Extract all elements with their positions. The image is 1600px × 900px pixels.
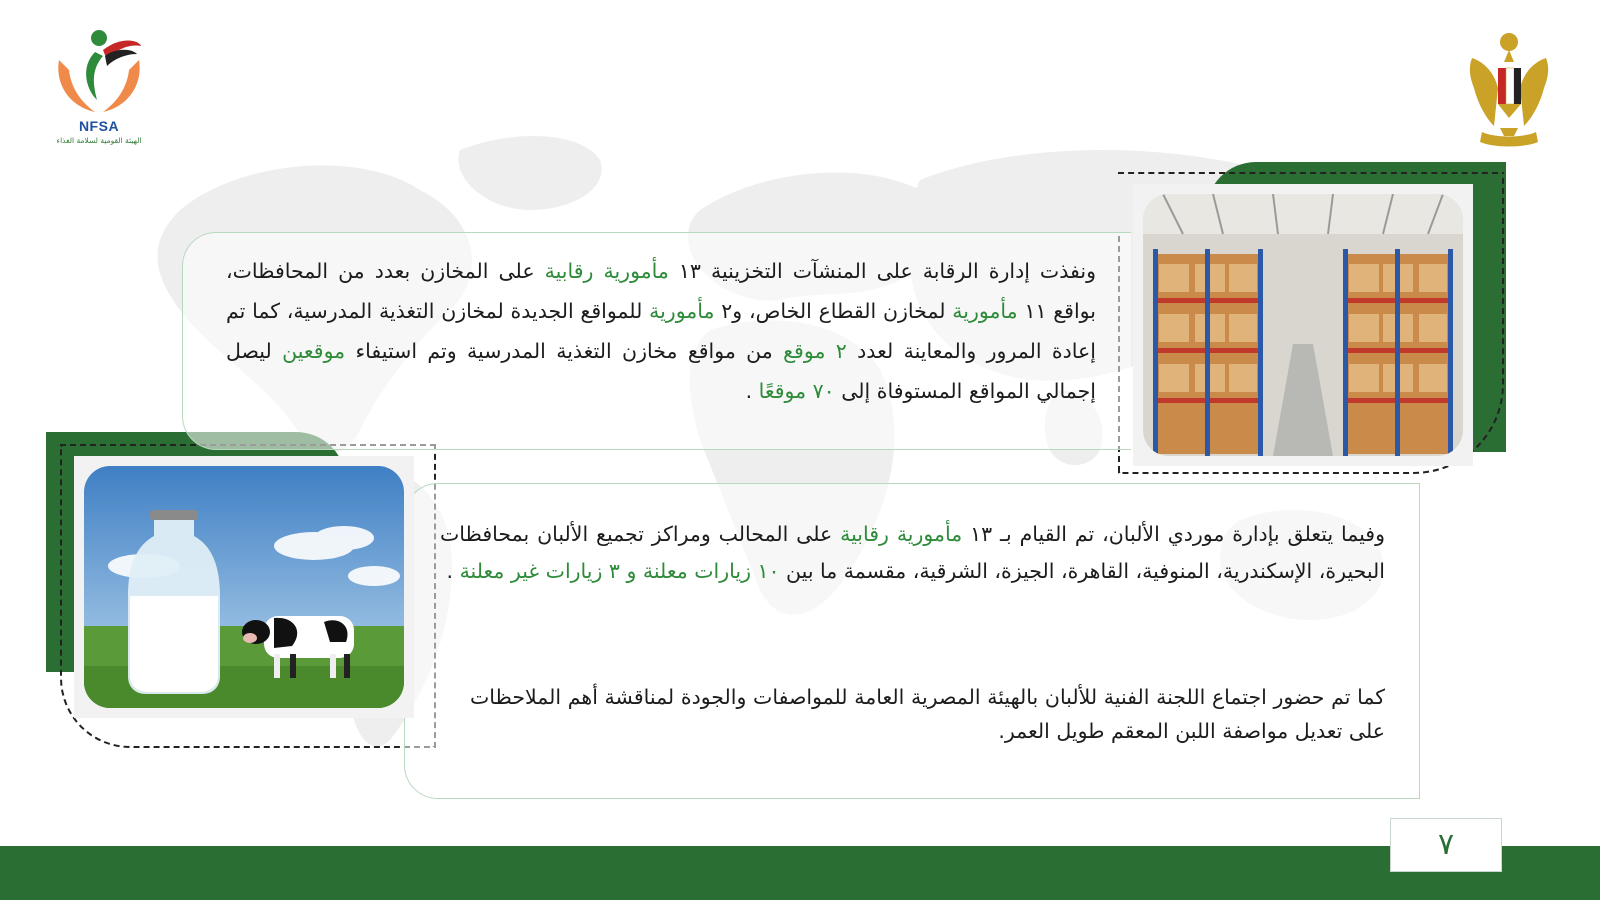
nfsa-logo: [44, 26, 154, 158]
egypt-emblem: [1464, 28, 1554, 148]
milk-cow-photo-frame: [74, 456, 414, 718]
text-run: .: [745, 379, 759, 403]
text-run: من مواقع مخازن التغذية المدرسية وتم استيفاء: [345, 339, 784, 363]
highlighted-phrase: مأمورية: [649, 299, 715, 323]
text-run: ليصل إجمالي المواقع المستوفاة إلى: [226, 339, 1096, 403]
dashed-frame-top-edge: [1118, 172, 1498, 174]
text-run: وفيما يتعلق بإدارة موردي الألبان، تم القيام بـ ١٣: [962, 522, 1385, 546]
page-number: ٧: [1390, 818, 1502, 872]
nfsa-logo-name: NFSA: [78, 118, 120, 134]
warehouse-paragraph: [226, 251, 1096, 411]
warehouse-photo: [1143, 194, 1463, 456]
highlighted-phrase: ١٠ زيارات معلنة و ٣ زيارات غير معلنة: [459, 559, 780, 583]
text-run: لمخازن القطاع الخاص، و٢: [714, 299, 953, 323]
text-run: للمواقع الجديدة لمخازن التغذية المدرسية، كما تم إعادة المرور والمعاينة لعدد: [226, 299, 1096, 363]
footer-bar: [0, 846, 1600, 900]
highlighted-phrase: ٧٠ موقعًا: [758, 379, 835, 403]
technical-committee-paragraph: كما تم حضور اجتماع اللجنة الفنية للألبان بالهيئة المصرية العامة للمواصفات والجودة لمناقشة أهم الملاحظات على تعديل مواصفة اللبن المعقم طويل العمر.: [470, 685, 1385, 743]
highlighted-phrase: مأمورية: [952, 299, 1018, 323]
text-run: ونفذت إدارة الرقابة على المنشآت التخزينية ١٣: [668, 259, 1096, 283]
text-run: على المحالب ومراكز تجميع الألبان بمحافظات البحيرة، الإسكندرية، المنوفية، القاهرة، الجيزة، الشرقية، مقسمة ما بين: [440, 522, 1385, 583]
text-run: على المخازن بعدد من المحافظات، بواقع ١١: [226, 259, 1096, 323]
nfsa-logo-subtitle: الهيئة القومية لسلامة الغذاء: [56, 136, 142, 145]
dairy-inspection-paragraph: [440, 516, 1385, 590]
warehouse-photo-frame: [1133, 184, 1473, 466]
highlighted-phrase: موقعين: [282, 339, 346, 363]
highlighted-phrase: ٢ موقع: [783, 339, 847, 363]
highlighted-phrase: مأمورية رقابية: [544, 259, 669, 283]
nfsa-hands-logo-icon: [51, 26, 147, 118]
highlighted-phrase: مأمورية رقابية: [840, 522, 963, 546]
text-run: .: [446, 559, 460, 583]
egypt-eagle-emblem-icon: [1464, 28, 1554, 148]
milk-cow-photo: [84, 466, 404, 708]
